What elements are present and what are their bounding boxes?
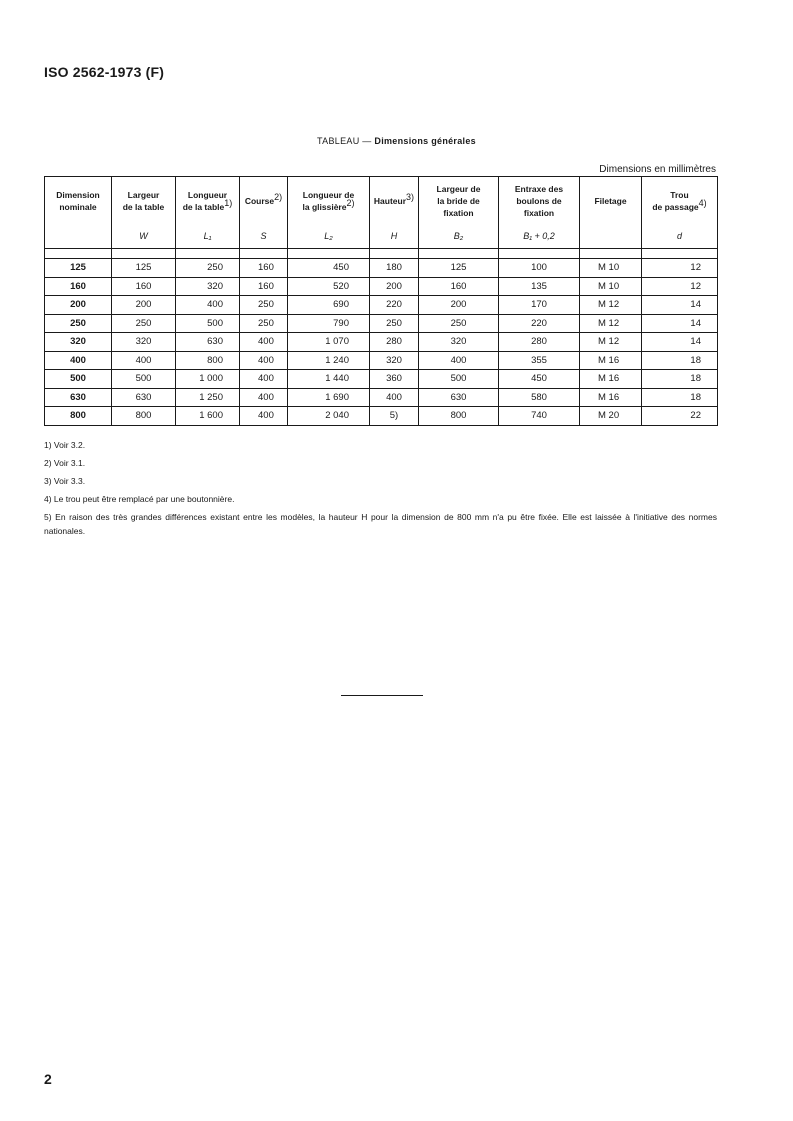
table-cell: 5) [370, 407, 419, 426]
table-cell: 250 [240, 296, 288, 315]
table-cell: 320 [176, 277, 240, 296]
table-cell: 160 [240, 277, 288, 296]
dimensions-table [44, 176, 718, 426]
table-cell: M 16 [580, 351, 642, 370]
table-cell: 250 [370, 314, 419, 333]
table-cell: 360 [370, 370, 419, 389]
table-row [45, 351, 718, 370]
symbol-cell: B₁ + 0,2 [499, 224, 580, 249]
table-cell: 400 [176, 296, 240, 315]
table-cell: 500 [45, 370, 112, 389]
table-cell: 280 [370, 333, 419, 352]
table-cell: 630 [419, 388, 499, 407]
col-header-longueur-glissiere: Longueur de la glissière$^{2)}$ [288, 177, 370, 225]
table-cell: 320 [370, 351, 419, 370]
table-cell: 160 [240, 259, 288, 278]
table-cell: 320 [112, 333, 176, 352]
table-row [45, 370, 718, 389]
table-cell: 690 [288, 296, 370, 315]
table-cell: 125 [419, 259, 499, 278]
table-cell: 220 [499, 314, 580, 333]
symbol-cell: W [112, 224, 176, 249]
table-cell: 790 [288, 314, 370, 333]
table-cell: 1 690 [288, 388, 370, 407]
document-header: ISO 2562-1973 (F) [44, 64, 165, 80]
footnote-4: 4) Le trou peut être remplacé par une boutonnière. [44, 494, 235, 504]
caption-title: Dimensions générales [374, 136, 476, 146]
table-row [45, 296, 718, 315]
table-cell: 400 [370, 388, 419, 407]
symbol-cell: S [240, 224, 288, 249]
table-cell: 18 [642, 388, 718, 407]
page-number: 2 [44, 1071, 52, 1087]
footnote-3: 3) Voir 3.3. [44, 476, 86, 486]
table-cell: 320 [419, 333, 499, 352]
table-cell: 160 [45, 277, 112, 296]
table-cell: 450 [499, 370, 580, 389]
symbol-cell: d [642, 224, 718, 249]
table-cell: 320 [45, 333, 112, 352]
table-cell: M 16 [580, 388, 642, 407]
symbol-cell: L₂ [288, 224, 370, 249]
table-cell: 400 [112, 351, 176, 370]
col-header-trou: Trou de passage$^{4)}$ [642, 177, 718, 225]
table-cell: 400 [419, 351, 499, 370]
table-cell: 400 [45, 351, 112, 370]
col-header-longueur: Longueur de la table$^{1)}$ [176, 177, 240, 225]
col-header-largeur: Largeur de la table [112, 177, 176, 225]
table-cell: 160 [419, 277, 499, 296]
table-cell: 400 [240, 407, 288, 426]
table-body [45, 259, 718, 426]
col-header-largeur-bride: Largeur de la bride de fixation [419, 177, 499, 225]
table-cell: 1 440 [288, 370, 370, 389]
table-cell: 500 [176, 314, 240, 333]
table-cell: 200 [45, 296, 112, 315]
table-cell: 1 240 [288, 351, 370, 370]
col-header-filetage: Filetage [580, 177, 642, 225]
table-cell: 520 [288, 277, 370, 296]
col-header-hauteur: Hauteur$^{3)}$ [370, 177, 419, 225]
table-cell: 800 [419, 407, 499, 426]
table-row [45, 388, 718, 407]
table-cell: 125 [112, 259, 176, 278]
col-header-dimension: Dimension nominale [45, 177, 112, 225]
table-cell: M 12 [580, 333, 642, 352]
table-cell: 250 [45, 314, 112, 333]
symbol-cell: H [370, 224, 419, 249]
table-cell: 740 [499, 407, 580, 426]
end-rule [341, 695, 423, 696]
table-cell: 250 [419, 314, 499, 333]
units-note: Dimensions en millimètres [599, 164, 716, 175]
table-cell: 12 [642, 259, 718, 278]
table-cell: 200 [112, 296, 176, 315]
table-cell: 200 [370, 277, 419, 296]
table-cell: 14 [642, 333, 718, 352]
table-row [45, 407, 718, 426]
table-cell: 1 600 [176, 407, 240, 426]
symbol-cell: L₁ [176, 224, 240, 249]
table-cell: 220 [370, 296, 419, 315]
table-row [45, 259, 718, 278]
footnote-2: 2) Voir 3.1. [44, 458, 86, 468]
table-cell: 630 [176, 333, 240, 352]
table-cell: 200 [419, 296, 499, 315]
table-cell: 160 [112, 277, 176, 296]
table-cell: 400 [240, 370, 288, 389]
symbol-cell [580, 224, 642, 249]
table-cell: 400 [240, 388, 288, 407]
symbol-cell [45, 224, 112, 249]
table-cell: 100 [499, 259, 580, 278]
table-cell: M 16 [580, 370, 642, 389]
table-cell: 1 000 [176, 370, 240, 389]
table-cell: 250 [240, 314, 288, 333]
table-cell: M 12 [580, 296, 642, 315]
table-cell: 500 [112, 370, 176, 389]
table-cell: 18 [642, 370, 718, 389]
footnote-1: 1) Voir 3.2. [44, 440, 86, 450]
table-cell: 280 [499, 333, 580, 352]
table-cell: 180 [370, 259, 419, 278]
symbol-cell: B₂ [419, 224, 499, 249]
col-header-entraxe: Entraxe des boulons de fixation [499, 177, 580, 225]
table-cell: 500 [419, 370, 499, 389]
table-row [45, 314, 718, 333]
table-cell: 630 [45, 388, 112, 407]
table-cell: 355 [499, 351, 580, 370]
spacer-row [45, 249, 718, 259]
table-cell: 14 [642, 314, 718, 333]
table-cell: 450 [288, 259, 370, 278]
table-caption [0, 136, 793, 146]
table-cell: 1 070 [288, 333, 370, 352]
table-row [45, 333, 718, 352]
table-cell: 2 040 [288, 407, 370, 426]
table-cell: 800 [176, 351, 240, 370]
table-cell: 580 [499, 388, 580, 407]
table-cell: 22 [642, 407, 718, 426]
caption-prefix: TABLEAU — [317, 136, 375, 146]
table-cell: 18 [642, 351, 718, 370]
table-cell: 800 [112, 407, 176, 426]
table-cell: M 20 [580, 407, 642, 426]
table-cell: 630 [112, 388, 176, 407]
table-cell: 12 [642, 277, 718, 296]
table-row [45, 277, 718, 296]
table-cell: 1 250 [176, 388, 240, 407]
table-cell: 250 [112, 314, 176, 333]
table-cell: M 10 [580, 259, 642, 278]
table-cell: M 12 [580, 314, 642, 333]
table-cell: 800 [45, 407, 112, 426]
table-cell: 400 [240, 351, 288, 370]
symbol-row [45, 224, 718, 249]
footnotes [44, 436, 717, 538]
table-cell: 400 [240, 333, 288, 352]
table-cell: 135 [499, 277, 580, 296]
table-cell: 125 [45, 259, 112, 278]
table-cell: M 10 [580, 277, 642, 296]
table-cell: 170 [499, 296, 580, 315]
table-cell: 250 [176, 259, 240, 278]
col-header-course: Course$^{2)}$ [240, 177, 288, 225]
footnote-5: 5) En raison des très grandes différences existant entre les modèles, la hauteur H pour la dimension de 800 mm n'a pu être fixée. Elle est laissée à l'initiative des normes nationales. [44, 512, 717, 536]
table-cell: 14 [642, 296, 718, 315]
header-row [45, 177, 718, 225]
